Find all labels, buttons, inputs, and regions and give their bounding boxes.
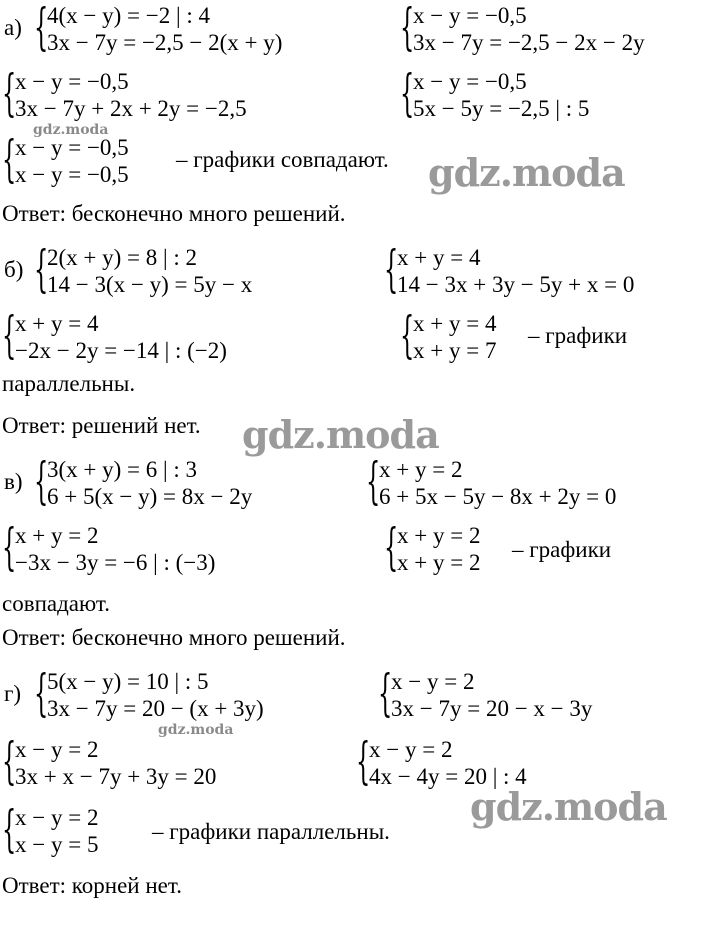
equation: x + y = 2 [397,550,481,575]
equation: 5(x − y) = 10 | : 5 [47,669,209,694]
equation: 3x − 7y = 20 − x − 3y [391,696,593,721]
equation: x + y = 4 [413,311,497,336]
equation: x − y = −0,5 [413,3,527,28]
equation: x − y = −0,5 [15,69,129,94]
equation: 3x − 7y = −2,5 − 2x − 2y [413,30,645,55]
brace-icon: { [400,0,415,56]
continuation: параллельны. [2,371,136,396]
brace-icon: { [34,240,49,298]
watermark-big: gdz.moda [428,150,625,195]
equation: x − y = 2 [391,669,475,694]
watermark-big: gdz.moda [242,412,439,457]
brace-icon: { [34,0,49,56]
part-g-label: г) [4,681,22,706]
answer: Ответ: решений нет. [2,413,201,438]
brace-icon: { [384,518,399,576]
brace-icon: { [384,240,399,298]
brace-icon: { [356,732,371,790]
part-b-label: б) [4,257,24,282]
equation: x − y = −0,5 [15,135,129,160]
equation: −2x − 2y = −14 | : (−2) [15,338,227,363]
equation: 4x − 4y = 20 | : 4 [369,764,527,789]
equation: x − y = 5 [15,832,99,857]
equation: 2(x + y) = 8 | : 2 [47,245,198,270]
equation: 3(x + y) = 6 | : 3 [47,457,198,482]
brace-icon: { [2,800,17,858]
answer: Ответ: корней нет. [2,873,182,898]
equation: 3x + x − 7y + 3y = 20 [15,764,217,789]
equation: 6 + 5(x − y) = 8x − 2y [47,484,253,509]
equation: x − y = −0,5 [413,69,527,94]
equation: 4(x − y) = −2 | : 4 [47,3,210,28]
equation: x − y = 2 [15,805,99,830]
equation: 3x − 7y + 2x + 2y = −2,5 [15,96,247,121]
equation: x + y = 4 [397,245,481,270]
equation: x + y = 4 [15,311,99,336]
equation: −3x − 3y = −6 | : (−3) [15,550,216,575]
brace-icon: { [2,732,17,790]
equation: 14 − 3x + 3y − 5y + x = 0 [397,272,635,297]
equation: 6 + 5x − 5y − 8x + 2y = 0 [379,484,617,509]
equation: x − y = 2 [15,737,99,762]
continuation: совпадают. [2,591,110,616]
equation: 3x − 7y = −2,5 − 2(x + y) [47,30,283,55]
equation: x + y = 2 [379,457,463,482]
brace-icon: { [2,518,17,576]
equation: 3x − 7y = 20 − (x + 3y) [47,696,264,721]
answer: Ответ: бесконечно много решений. [2,625,346,650]
watermark-small: gdz.moda [33,122,109,138]
note: – графики [512,537,612,562]
equation: x + y = 2 [15,523,99,548]
brace-icon: { [378,664,393,722]
brace-icon: { [34,452,49,510]
equation: x + y = 7 [413,338,497,363]
note: – графики совпадают. [176,147,389,172]
note: – графики [528,323,628,348]
equation: 14 − 3(x − y) = 5y − x [47,272,253,297]
equation: x − y = 2 [369,737,453,762]
equation: x − y = −0,5 [15,162,129,187]
brace-icon: { [34,664,49,722]
equation: x + y = 2 [397,523,481,548]
brace-icon: { [2,130,17,188]
watermark-small: gdz.moda [158,722,234,738]
note: – графики параллельны. [152,819,390,844]
watermark-big: gdz.moda [470,784,667,829]
part-a-label: а) [4,15,22,40]
brace-icon: { [2,306,17,364]
brace-icon: { [2,64,17,122]
equation: 5x − 5y = −2,5 | : 5 [413,96,590,121]
brace-icon: { [366,452,381,510]
brace-icon: { [400,64,415,122]
answer: Ответ: бесконечно много решений. [2,201,346,226]
part-v-label: в) [4,469,23,494]
brace-icon: { [400,306,415,364]
